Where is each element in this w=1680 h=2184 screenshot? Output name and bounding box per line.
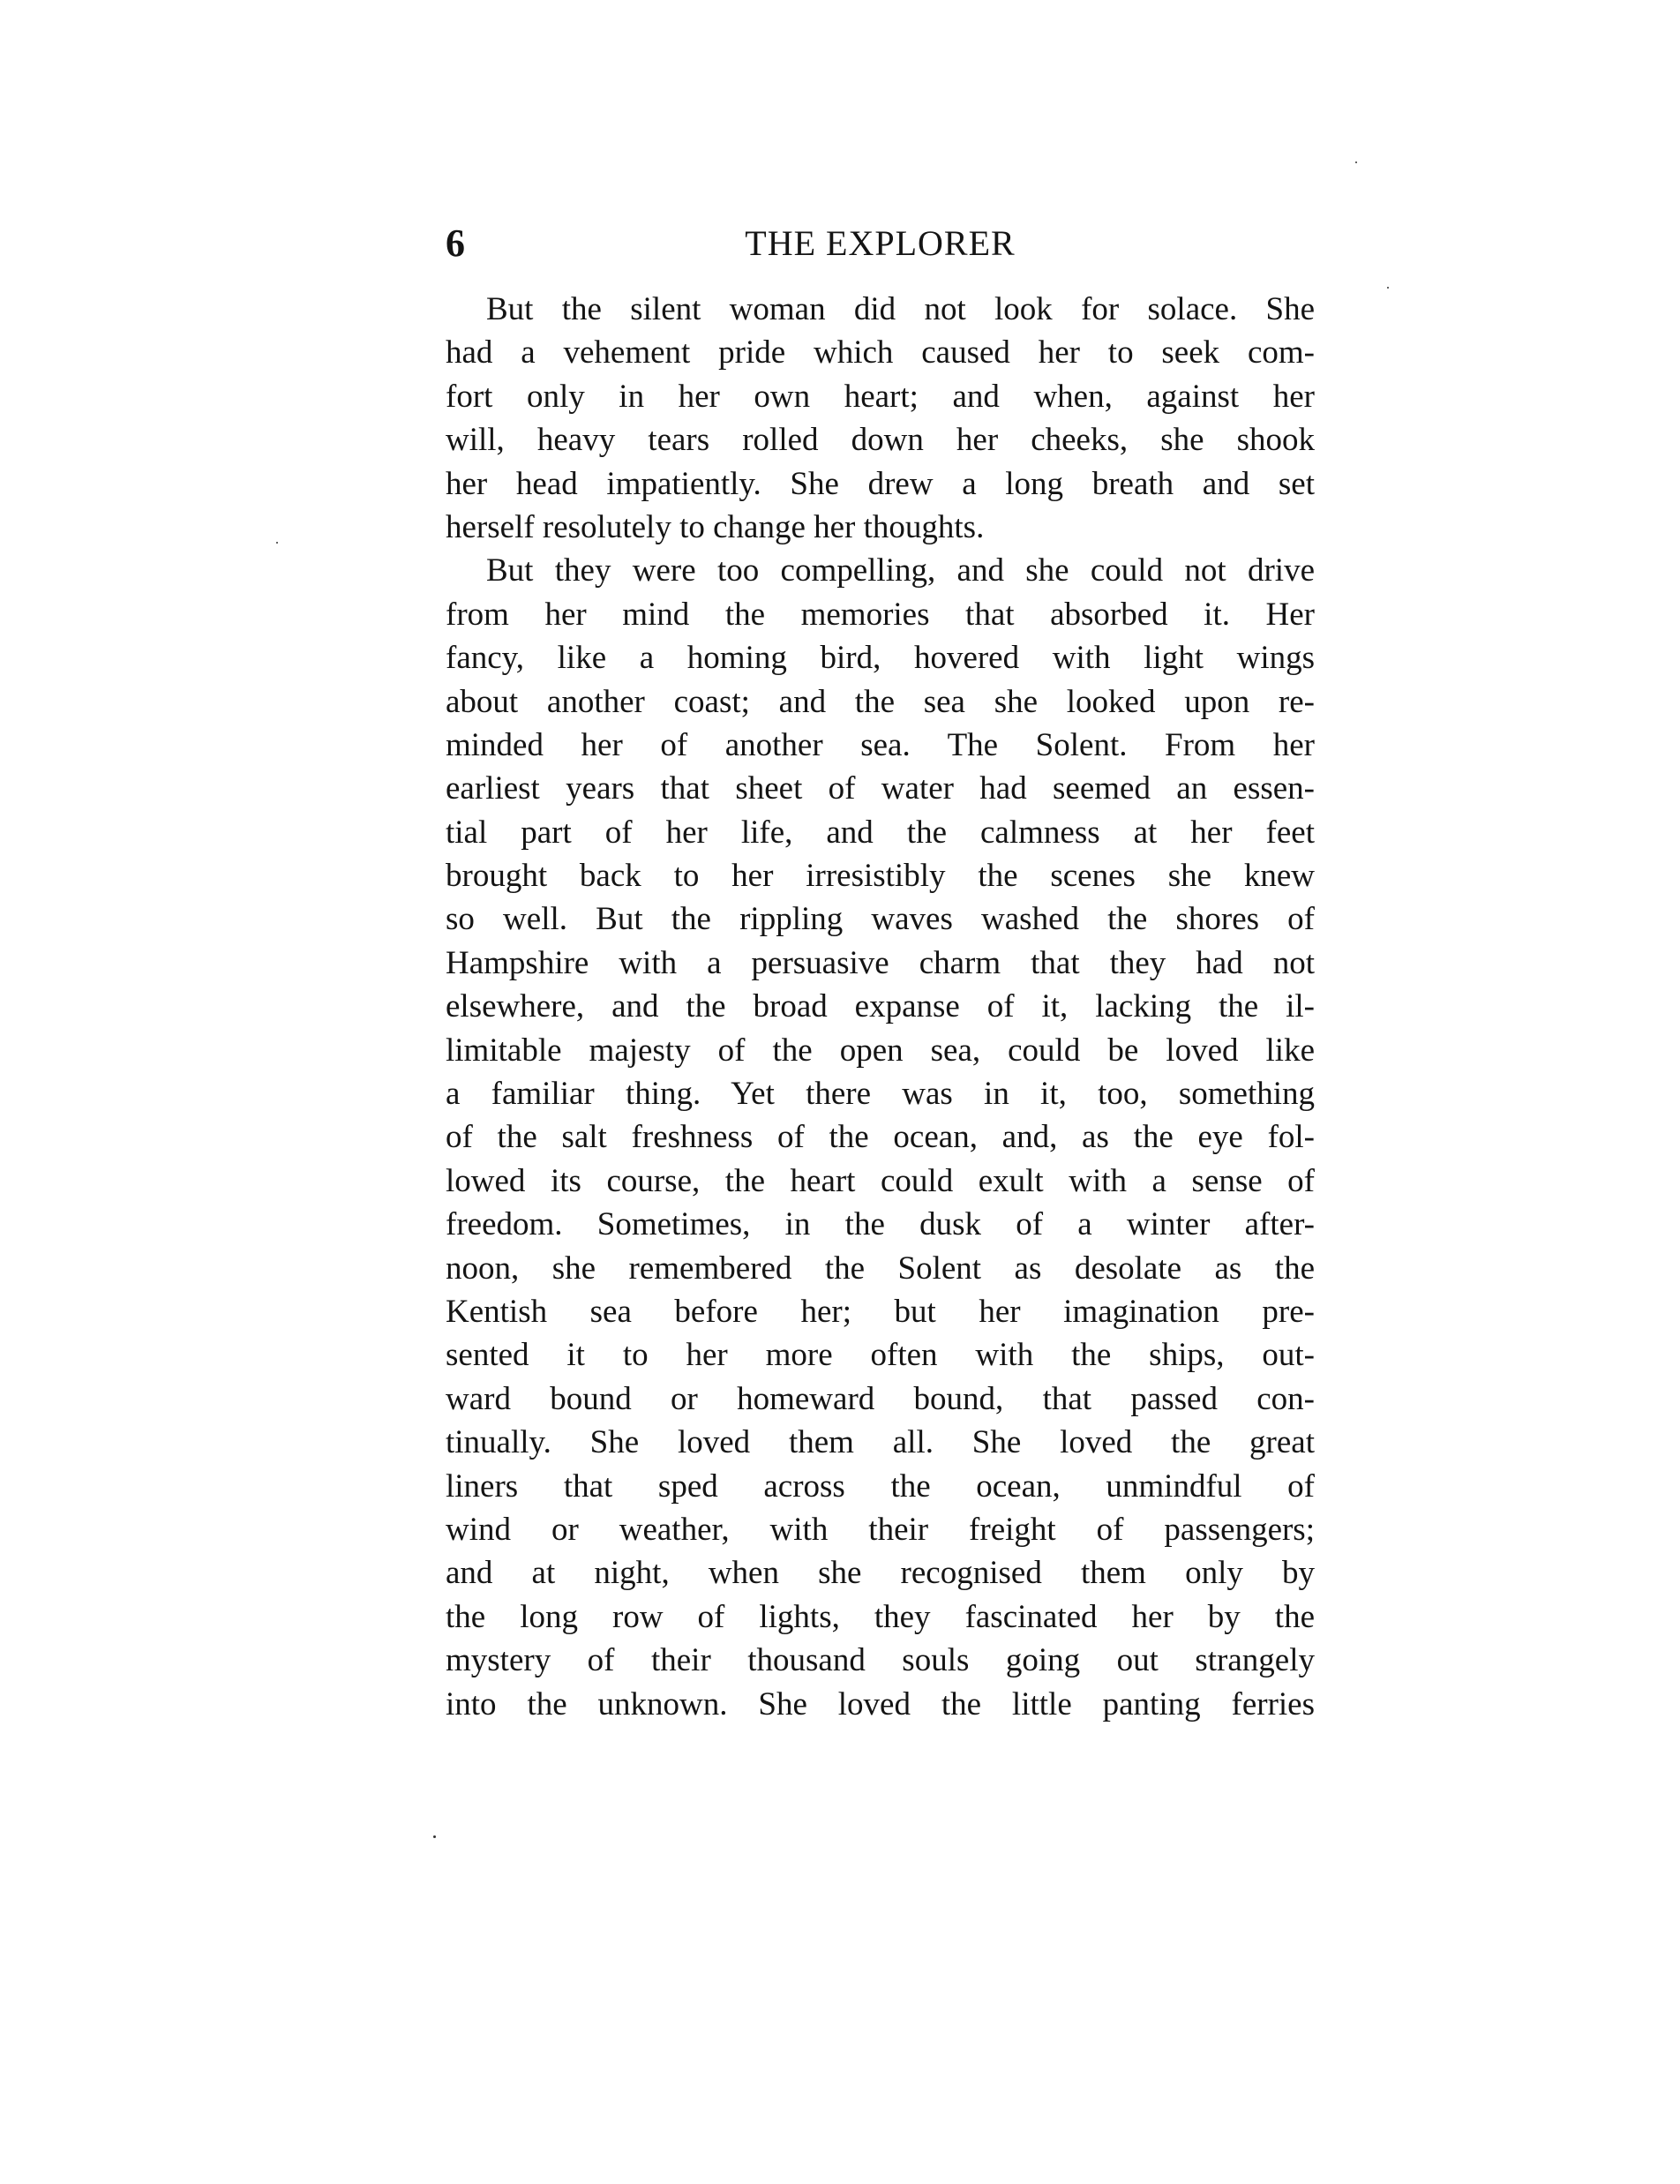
text-line: had a vehement pride which caused her to seek com- [446,334,1315,372]
scan-speck [1387,287,1389,289]
text-line: and at night, when she recognised them only by [446,1555,1315,1592]
text-line: But they were too compelling, and she could not drive [486,552,1315,589]
text-line: fancy, like a homing bird, hovered with light wings [446,640,1315,677]
text-line: wind or weather, with their freight of passengers; [446,1511,1315,1548]
text-line: Kentish sea before her; but her imagination pre- [446,1293,1315,1330]
text-line: tinually. She loved them all. She loved the great [446,1424,1315,1461]
page-number: 6 [446,221,465,265]
text-line: will, heavy tears rolled down her cheeks, she shook [446,422,1315,459]
text-line: sented it to her more often with the ships, out- [446,1337,1315,1374]
text-line: from her mind the memories that absorbed it. Her [446,596,1315,633]
paragraph-2 [446,549,1315,1726]
text-line: the long row of lights, they fascinated her by the [446,1598,1315,1635]
text-line: about another coast; and the sea she looked upon re- [446,683,1315,720]
text-line: minded her of another sea. The Solent. From her [446,726,1315,763]
text-line: noon, she remembered the Solent as desolate as the [446,1250,1315,1287]
text-line: limitable majesty of the open sea, could be loved like [446,1032,1315,1069]
text-line: her head impatiently. She drew a long breath and set [446,465,1315,502]
text-line: freedom. Sometimes, in the dusk of a winter after- [446,1206,1315,1243]
scan-speck [1355,161,1357,163]
text-line: Hampshire with a persuasive charm that they had not [446,944,1315,981]
text-line: a familiar thing. Yet there was in it, too, something [446,1076,1315,1113]
text-line: lowed its course, the heart could exult with a sense of [446,1162,1315,1199]
text-line: of the salt freshness of the ocean, and, as the eye fol- [446,1119,1315,1156]
text-line: brought back to her irresistibly the scenes she knew [446,858,1315,895]
text-line: liners that sped across the ocean, unmindful of [446,1467,1315,1505]
scan-speck [433,1835,436,1838]
text-line: elsewhere, and the broad expanse of it, lacking the il- [446,988,1315,1025]
text-line: tial part of her life, and the calmness at her feet [446,814,1315,851]
text-line: so well. But the rippling waves washed the shores of [446,901,1315,938]
text-line: ward bound or homeward bound, that passed con- [446,1380,1315,1417]
running-head: THE EXPLORER [745,223,1016,263]
page-header [446,217,1315,270]
text-line: into the unknown. She loved the little panting ferries [446,1685,1315,1722]
paragraph-1 [446,288,1315,549]
text-line: But the silent woman did not look for solace. She [486,291,1315,327]
text-line: earliest years that sheet of water had seemed an essen- [446,770,1315,807]
scan-speck [276,542,278,544]
text-line: herself resolutely to change her thoughts. [446,508,985,545]
text-line: fort only in her own heart; and when, against her [446,378,1315,415]
text-line: mystery of their thousand souls going out strangely [446,1642,1315,1679]
body-text [446,288,1315,1726]
